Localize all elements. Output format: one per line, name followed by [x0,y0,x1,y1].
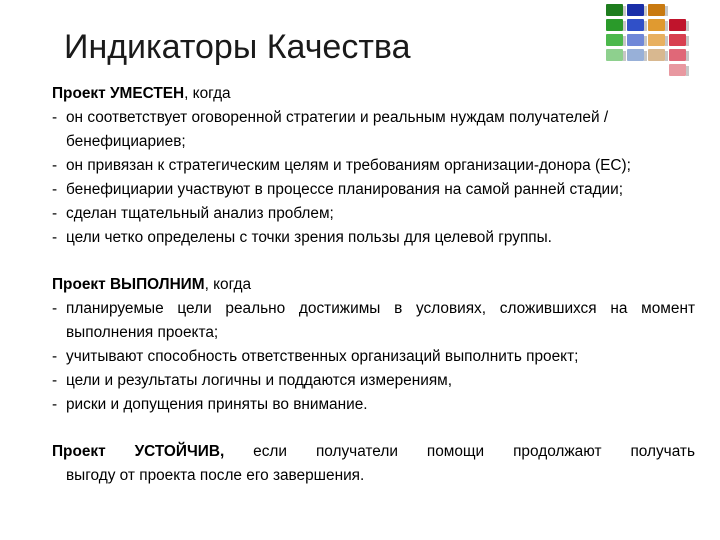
page-title: Индикаторы Качества [64,28,411,66]
section-heading: Проект УМЕСТЕН, когда [52,85,231,102]
list-item: - планируемые цели реально достижимы в условиях, сложившихся на момент выполнения проекта; [52,300,695,341]
section-feasible [52,273,695,417]
list-item: - сделан тщательный анализ проблем; [52,205,334,222]
list-item: - цели четко определены с точки зрения пользы для целевой группы. [52,229,552,246]
list-item: - цели и результаты логичны и поддаются измерениям, [52,372,453,389]
list-item: - бенефициарии участвуют в процессе планирования на самой ранней стадии; [52,181,624,198]
content-body [52,82,695,488]
section-relevant [52,82,695,250]
list-item: - он привязан к стратегическим целям и требованиям организации-донора (ЕС); [52,157,631,174]
section-sustainable: Проект УСТОЙЧИВ, если получатели помощи продолжают получать выгоду от проекта после его завершения. [52,443,695,484]
section-heading: Проект ВЫПОЛНИМ, когда [52,276,252,293]
list-item: - он соответствует оговоренной стратегии и реальным нуждам получателей / бенефициариев; [52,109,609,150]
color-cubes-logo [606,4,690,74]
list-item: - риски и допущения приняты во внимание. [52,396,368,413]
list-item: - учитывают способность ответственных организаций выполнить проект; [52,348,579,365]
